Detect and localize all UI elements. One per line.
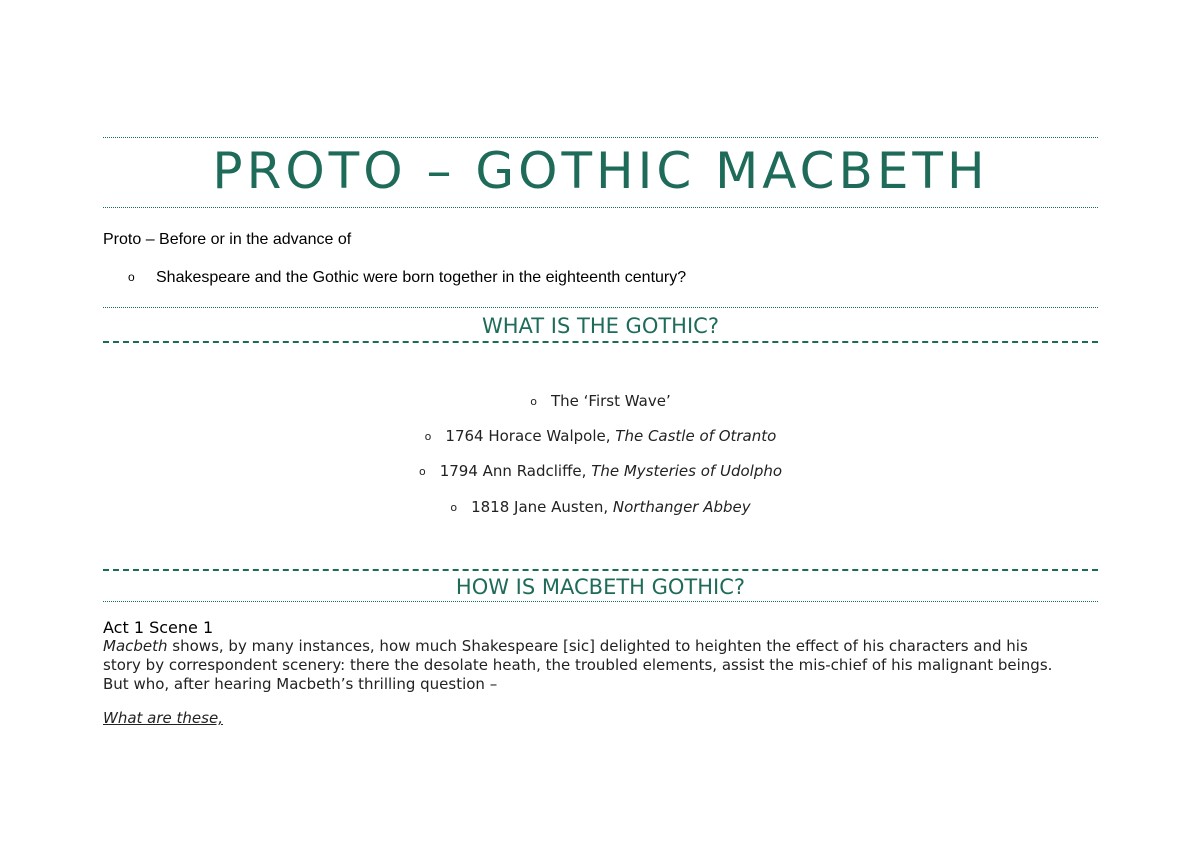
question-text: Shakespeare and the Gothic were born together in the eighteenth century? bbox=[156, 269, 687, 286]
bullet-icon: o bbox=[530, 395, 537, 408]
section1-bottom-rule bbox=[103, 341, 1098, 343]
section1-top-rule bbox=[103, 307, 1098, 308]
section2-bottom-rule bbox=[103, 601, 1098, 602]
definition-text: Proto – Before or in the advance of bbox=[103, 231, 352, 248]
page-title: PROTO – GOTHIC MACBETH bbox=[212, 142, 989, 200]
list-item-text: 1764 Horace Walpole, bbox=[445, 427, 616, 445]
act-scene-subheading: Act 1 Scene 1 bbox=[103, 618, 214, 637]
paragraph-line: shows, by many instances, how much Shakespeare [sic] delighted to heighten the effect of his characters and his bbox=[167, 637, 1028, 655]
list-item bbox=[103, 461, 1098, 482]
section2-top-rule bbox=[103, 569, 1098, 571]
bullet-icon: o bbox=[424, 430, 432, 443]
question-item bbox=[128, 267, 686, 288]
list-item-text: 1818 Jane Austen, bbox=[471, 498, 613, 516]
list-item bbox=[103, 426, 1098, 447]
list-item-text: The ‘First Wave’ bbox=[551, 392, 671, 410]
quote-text: What are these, bbox=[103, 709, 223, 727]
list-item bbox=[103, 497, 1098, 518]
list-item-title: Northanger Abbey bbox=[612, 498, 751, 516]
paragraph-line: story by correspondent scenery: there the desolate heath, the troubled elements, assist the mis-chief of his malignant beings. bbox=[103, 656, 1053, 674]
paragraph-line: But who, after hearing Macbeth’s thrilling question – bbox=[103, 675, 498, 693]
body-paragraph bbox=[103, 637, 1103, 694]
title-bottom-rule bbox=[103, 207, 1098, 208]
list-item bbox=[103, 391, 1098, 412]
list-item-title: The Castle of Otranto bbox=[615, 427, 777, 445]
bullet-icon: o bbox=[450, 501, 458, 514]
bullet-icon: o bbox=[128, 270, 135, 284]
section2-heading: HOW IS MACBETH GOTHIC? bbox=[455, 575, 746, 599]
section1-heading: WHAT IS THE GOTHIC? bbox=[482, 314, 719, 338]
quote-line bbox=[103, 709, 1103, 728]
title-top-rule bbox=[103, 137, 1098, 138]
list-item-title: The Mysteries of Udolpho bbox=[591, 462, 783, 480]
play-title: Macbeth bbox=[103, 637, 168, 655]
list-item-text: 1794 Ann Radcliffe, bbox=[439, 462, 592, 480]
bullet-icon: o bbox=[418, 465, 426, 478]
